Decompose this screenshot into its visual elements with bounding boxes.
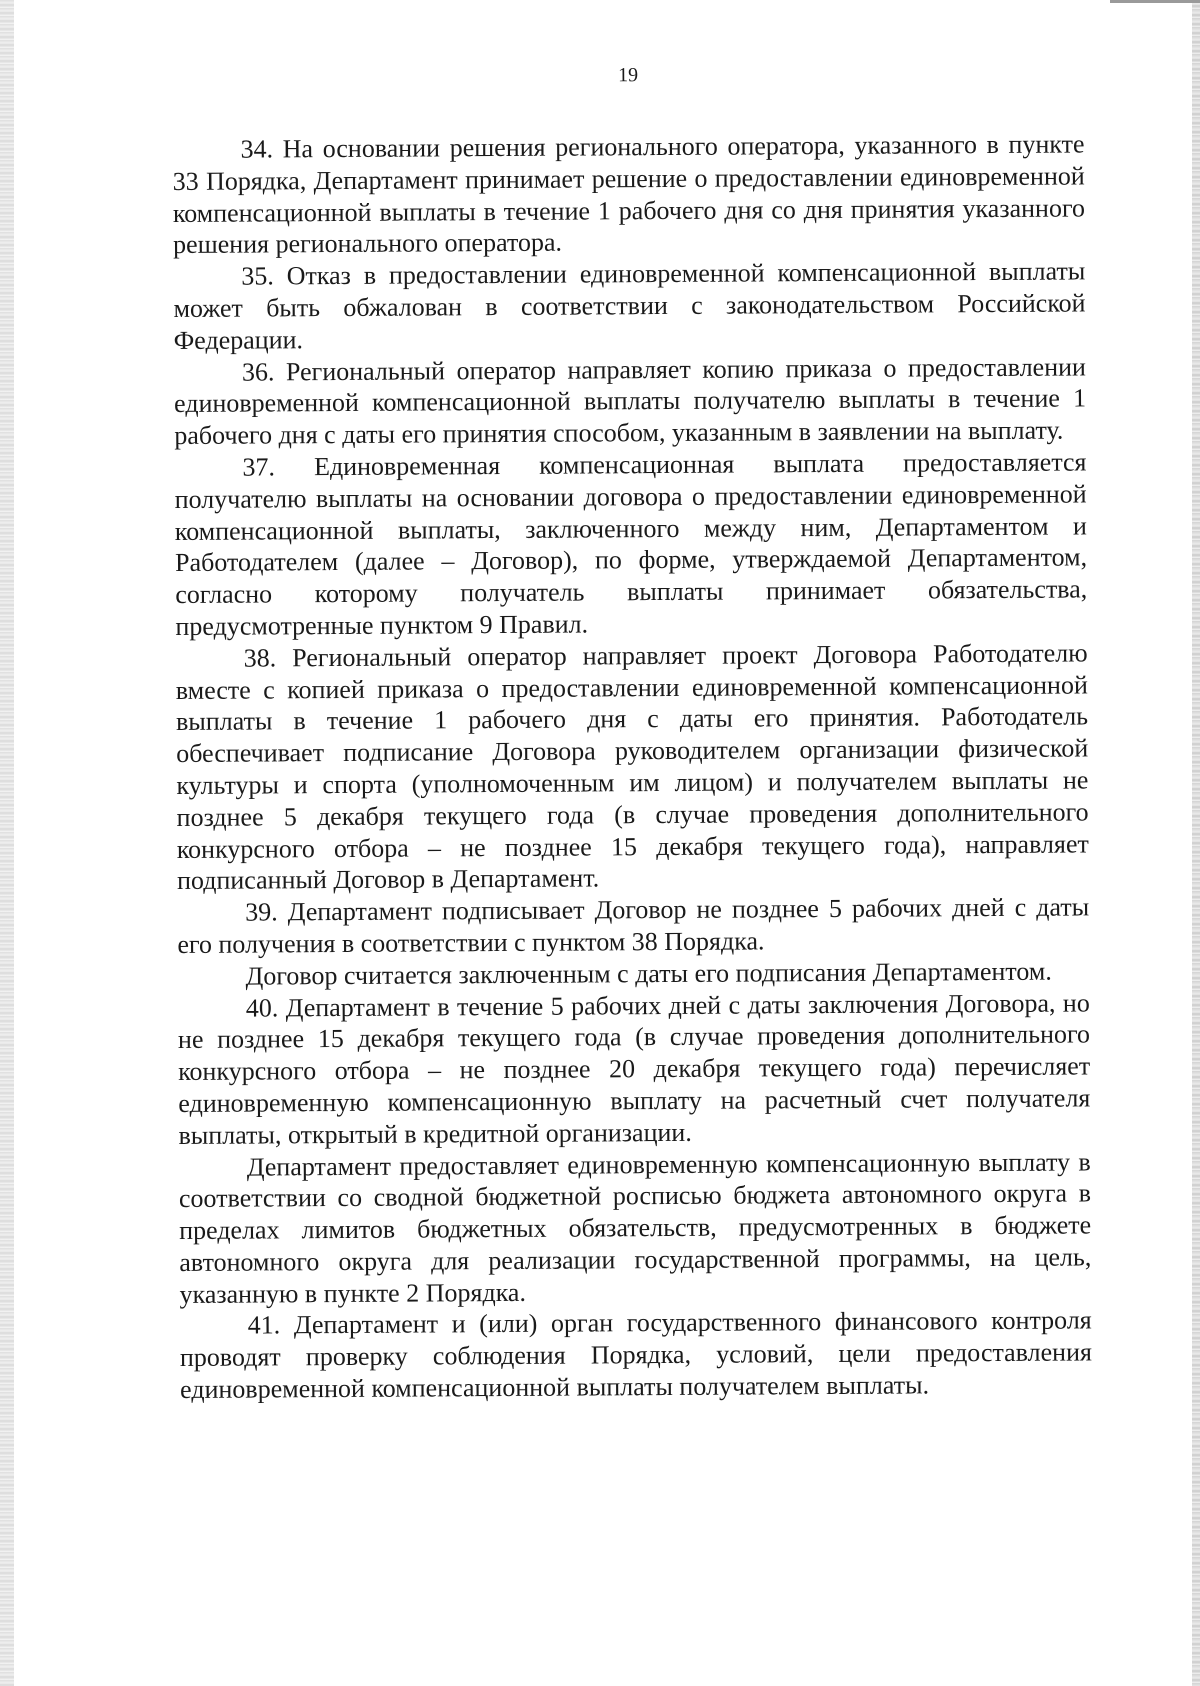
page-number: 19 bbox=[618, 64, 639, 87]
paragraph-35: 35. Отказ в предоставлении единовременной компенсационной выплаты может быть обжалован в соответствии с законодательством Российской Федерации. bbox=[173, 256, 1086, 355]
paragraph-38: 38. Региональный оператор направляет проект Договора Работодателю вместе с копией приказа о предоставлении единовременной компенсационной выплаты в течение 1 рабочего дня с даты его принятия. Работодатель обеспечивает подписание Договора руководителем организации физической культуры и спорта (уполномоченным им лицом) и получателем выплаты не позднее 5 декабря текущего года (в случае проведения дополнительного конкурсного отбора – не позднее 15 декабря текущего года), направляет подписанный Договор в Департамент. bbox=[175, 638, 1089, 896]
paragraph-39-continued: Договор считается заключенным с даты его подписания Департаментом. bbox=[245, 956, 1052, 991]
scan-edge-left bbox=[0, 0, 14, 1686]
paragraph-40: 40. Департамент в течение 5 рабочих дней с даты заключения Договора, но не позднее 15 декабря текущего года (в случае проведения дополнительного конкурсного отбора – не позднее 20 декабря текущего года) перечисляет единовременную компенсационную выплату на расчетный счет получателя выплаты, открытый в кредитной организации. bbox=[177, 987, 1091, 1150]
document-page bbox=[172, 54, 1092, 1405]
scan-edge-right bbox=[1192, 0, 1200, 1686]
paragraph-39: 39. Департамент подписывает Договор не позднее 5 рабочих дней с даты его получения в соответствии с пунктом 38 Порядка. bbox=[177, 892, 1090, 959]
paragraph-41: 41. Департамент и (или) орган государственного финансового контроля проводят проверку соблюдения Порядка, условий, цели предоставления единовременной компенсационной выплаты получателем выплаты. bbox=[179, 1305, 1092, 1405]
scan-edge-top bbox=[1110, 0, 1200, 3]
paragraph-40-continued: Департамент предоставляет единовременную компенсационную выплату в соответствии со сводной бюджетной росписью бюджета автономного округа в пределах лимитов бюджетных обязательств, предусмотренных в бюджете автономного округа для реализации государственной программы, на цель, указанную в пункте 2 Порядка. bbox=[178, 1146, 1092, 1309]
paragraph-36: 36. Региональный оператор направляет копию приказа о предоставлении единовременной компенсационной выплаты получателю выплаты в течение 1 рабочего дня с даты его принятия способом, указанным в заявлении на выплату. bbox=[174, 352, 1087, 451]
paragraph-37: 37. Единовременная компенсационная выплата предоставляется получателю выплаты на основании договора о предоставлении единовременной компенсационной выплаты, заключенного между ним, Департаментом и Работодателем (далее – Договор), по форме, утверждаемой Департаментом, согласно которому получатель выплаты принимает обязательства, предусмотренные пунктом 9 Правил. bbox=[174, 447, 1088, 641]
paragraph-34: 34. На основании решения регионального оператора, указанного в пункте 33 Порядка, Департамент принимает решение о предоставлении единовременной компенсационной выплаты в течение 1 рабочего дня со дня принятия указанного решения регионального оператора. bbox=[172, 129, 1086, 260]
